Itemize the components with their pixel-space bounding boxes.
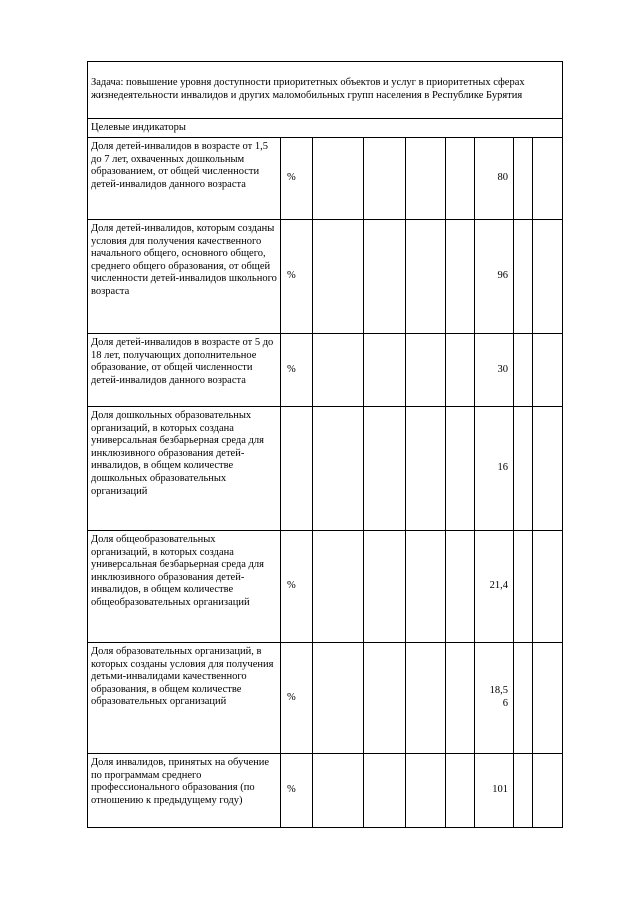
indicator-name: Доля детей-инвалидов, которым созданы условия для получения качественного начального общего, основного общего, среднего общего образования, от общей численности детей-инвалидов школьного возраста <box>88 220 281 334</box>
empty-cell <box>406 754 446 828</box>
empty-cell <box>364 334 406 407</box>
table-row <box>88 220 563 334</box>
indicator-value: 96 <box>475 220 514 334</box>
empty-cell <box>406 531 446 643</box>
indicator-value: 30 <box>475 334 514 407</box>
empty-cell <box>364 138 406 220</box>
empty-cell <box>533 220 563 334</box>
indicator-value: 101 <box>475 754 514 828</box>
empty-cell <box>313 334 364 407</box>
table-row <box>88 754 563 828</box>
empty-cell <box>446 407 475 531</box>
empty-cell <box>406 220 446 334</box>
indicator-value: 80 <box>475 138 514 220</box>
empty-cell <box>313 407 364 531</box>
empty-cell <box>514 407 533 531</box>
indicator-name: Доля общеобразовательных организаций, в которых создана универсальная безбарьерная среда для инклюзивного образования детей-инвалидов, в общем количестве общеобразовательных организаций <box>88 531 281 643</box>
indicator-name: Доля детей-инвалидов в возрасте от 5 до 18 лет, получающих дополнительное образование, от общей численности детей-инвалидов данного возраста <box>88 334 281 407</box>
table-row <box>88 531 563 643</box>
empty-cell <box>313 643 364 754</box>
indicator-unit: % <box>281 754 313 828</box>
indicator-unit <box>281 407 313 531</box>
empty-cell <box>514 138 533 220</box>
table-row <box>88 407 563 531</box>
empty-cell <box>364 407 406 531</box>
section-title: Целевые индикаторы <box>88 119 563 138</box>
indicator-name: Доля инвалидов, принятых на обучение по программам среднего профессионального образования (по отношению к предыдущему году) <box>88 754 281 828</box>
empty-cell <box>446 754 475 828</box>
task-row <box>88 62 563 119</box>
empty-cell <box>364 531 406 643</box>
empty-cell <box>533 643 563 754</box>
empty-cell <box>406 334 446 407</box>
indicator-unit: % <box>281 220 313 334</box>
empty-cell <box>446 643 475 754</box>
table-row <box>88 138 563 220</box>
indicator-name: Доля образовательных организаций, в которых созданы условия для получения детьми-инвалидами качественного образования, в общем количестве образовательных организаций <box>88 643 281 754</box>
indicator-unit: % <box>281 643 313 754</box>
table-row <box>88 643 563 754</box>
indicator-unit: % <box>281 531 313 643</box>
empty-cell <box>514 643 533 754</box>
indicator-name: Доля детей-инвалидов в возрасте от 1,5 до 7 лет, охваченных дошкольным образованием, от общей численности детей-инвалидов данного возраста <box>88 138 281 220</box>
empty-cell <box>533 334 563 407</box>
empty-cell <box>364 220 406 334</box>
empty-cell <box>313 531 364 643</box>
section-row <box>88 119 563 138</box>
empty-cell <box>446 531 475 643</box>
empty-cell <box>514 220 533 334</box>
empty-cell <box>406 138 446 220</box>
task-text: Задача: повышение уровня доступности приоритетных объектов и услуг в приоритетных сферах жизнедеятельности инвалидов и других маломобильных групп населения в Республике Бурятия <box>88 62 563 119</box>
table-row <box>88 334 563 407</box>
empty-cell <box>514 531 533 643</box>
empty-cell <box>364 643 406 754</box>
empty-cell <box>533 407 563 531</box>
indicator-value: 21,4 <box>475 531 514 643</box>
empty-cell <box>533 531 563 643</box>
indicator-unit: % <box>281 138 313 220</box>
empty-cell <box>446 220 475 334</box>
empty-cell <box>446 334 475 407</box>
indicator-value: 18,5 6 <box>475 643 514 754</box>
empty-cell <box>313 220 364 334</box>
empty-cell <box>514 334 533 407</box>
indicator-name: Доля дошкольных образовательных организаций, в которых создана универсальная безбарьерная среда для инклюзивного образования детей-инвалидов, в общем количестве дошкольных образовательных организаций <box>88 407 281 531</box>
empty-cell <box>406 643 446 754</box>
indicators-table <box>87 61 563 828</box>
empty-cell <box>533 138 563 220</box>
empty-cell <box>446 138 475 220</box>
empty-cell <box>313 138 364 220</box>
empty-cell <box>364 754 406 828</box>
indicator-value: 16 <box>475 407 514 531</box>
empty-cell <box>406 407 446 531</box>
empty-cell <box>514 754 533 828</box>
empty-cell <box>533 754 563 828</box>
empty-cell <box>313 754 364 828</box>
indicator-unit: % <box>281 334 313 407</box>
